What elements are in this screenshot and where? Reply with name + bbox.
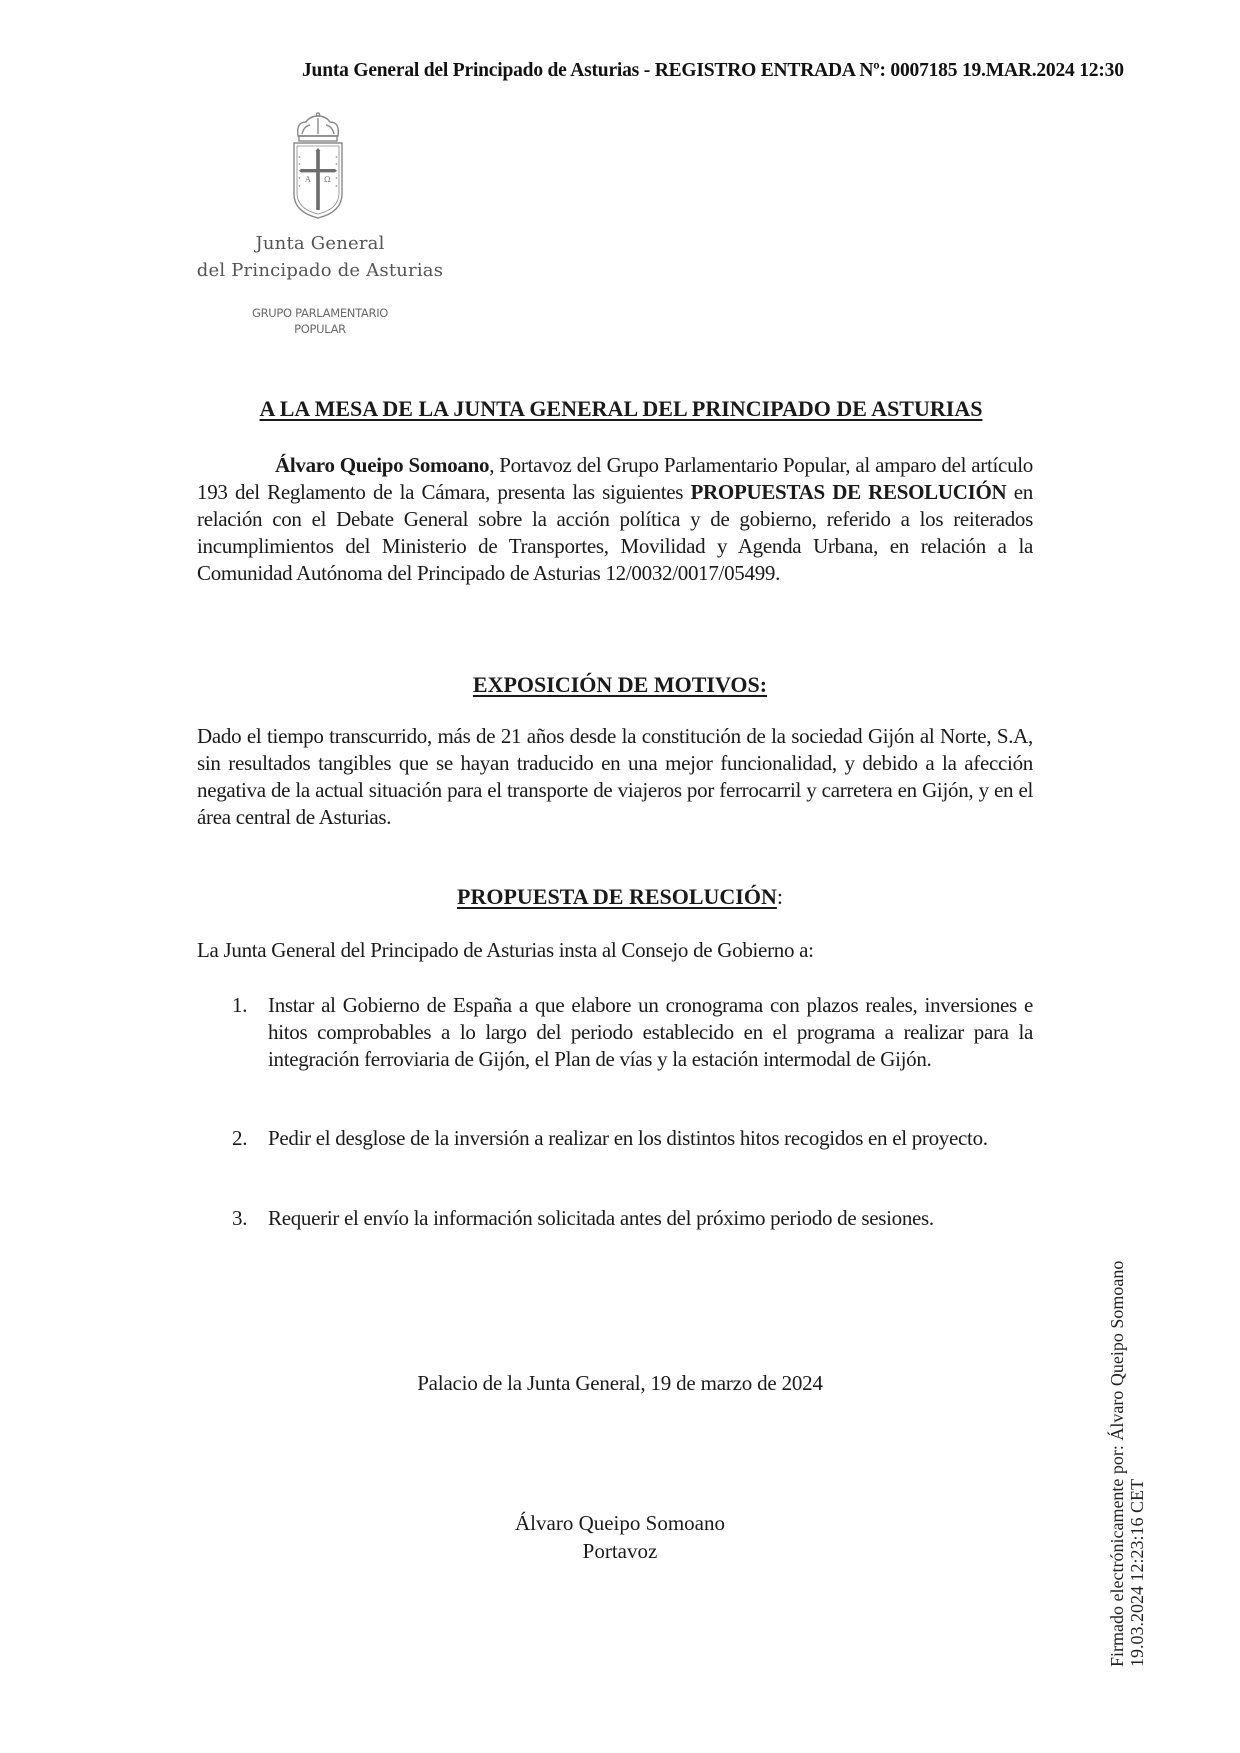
institution-name bbox=[190, 230, 450, 284]
proposals-label: PROPUESTAS DE RESOLUCIÓN bbox=[690, 480, 1007, 504]
e-signature-line1: Firmado electrónicamente por: Álvaro Queipo Somoano bbox=[1107, 1260, 1127, 1667]
electronic-signature-note bbox=[1107, 1261, 1147, 1667]
addressee-heading-text: A LA MESA DE LA JUNTA GENERAL DEL PRINCIPADO DE ASTURIAS bbox=[259, 396, 983, 421]
intro-text-part1: , Portavoz del Grupo Parlamentario Popular, al amparo del artículo 193 del Reglamento de la Cámara, presenta las siguientes bbox=[197, 453, 1033, 504]
propuesta-heading bbox=[0, 884, 1240, 910]
svg-text:Α: Α bbox=[305, 175, 311, 184]
list-item bbox=[232, 1125, 1033, 1152]
motivos-heading-text: EXPOSICIÓN DE MOTIVOS: bbox=[472, 672, 768, 697]
list-item-text: Requerir el envío la información solicitada antes del próximo periodo de sesiones. bbox=[268, 1206, 934, 1230]
intro-text-part2: en relación con el Debate General sobre la acción política y de gobierno, referido a los reiterados incumplimientos del Ministerio de Transportes, Movilidad y Agenda Urbana, en relación a la Comunidad Autónoma del Principado de Asturias 12/0032/0017/05499. bbox=[197, 480, 1034, 585]
resolution-list-item-3 bbox=[232, 1205, 1033, 1232]
institution-name-line2: del Principado de Asturias bbox=[196, 260, 444, 281]
e-signature-line2: 19.03.2024 12:23:16 CET bbox=[1127, 1479, 1147, 1667]
resolution-list-item-1 bbox=[232, 992, 1033, 1073]
list-item-number: 3. bbox=[232, 1206, 248, 1230]
svg-text:Ω: Ω bbox=[324, 175, 331, 184]
list-item-text: Instar al Gobierno de España a que elabore un cronograma con plazos reales, inversiones e hitos comprobables a lo largo del periodo establecido en el programa a realizar para la integración ferroviaria de Gijón, el Plan de vías y la estación intermodal de Gijón. bbox=[268, 993, 1033, 1071]
group-name-line1: GRUPO PARLAMENTARIO bbox=[251, 306, 389, 320]
registry-entry-stamp: Junta General del Principado de Asturias - REGISTRO ENTRADA Nº: 0007185 19.MAR.2024 12:30 bbox=[302, 60, 1124, 81]
list-item-number: 1. bbox=[232, 993, 248, 1017]
propuesta-heading-colon: : bbox=[776, 884, 783, 909]
propuesta-lead-text: La Junta General del Principado de Asturias insta al Consejo de Gobierno a: bbox=[197, 938, 814, 962]
motivos-heading bbox=[0, 672, 1240, 698]
parliamentary-group-name bbox=[190, 305, 450, 337]
list-item bbox=[232, 992, 1033, 1073]
intro-paragraph bbox=[197, 452, 1033, 587]
list-item-text: Pedir el desglose de la inversión a realizar en los distintos hitos recogidos en el proyecto. bbox=[268, 1126, 988, 1150]
list-item bbox=[232, 1205, 1033, 1232]
institution-name-line1: Junta General bbox=[255, 233, 385, 254]
resolution-list-item-2 bbox=[232, 1125, 1033, 1152]
signatory-name: Álvaro Queipo Somoano bbox=[515, 1511, 725, 1535]
signatory-role: Portavoz bbox=[582, 1539, 658, 1563]
list-item-number: 2. bbox=[232, 1126, 248, 1150]
group-name-line2: POPULAR bbox=[294, 322, 346, 336]
propuesta-heading-text: PROPUESTA DE RESOLUCIÓN bbox=[457, 884, 777, 909]
closing-place-date: Palacio de la Junta General, 19 de marzo de 2024 bbox=[417, 1371, 823, 1395]
addressee-heading bbox=[0, 396, 1240, 422]
signature-block bbox=[0, 1509, 1240, 1565]
motivos-paragraph: Dado el tiempo transcurrido, más de 21 años desde la constitución de la sociedad Gijón al Norte, S.A, sin resultados tangibles que se hayan traducido en una mejor funcionalidad, y debido a la afección negativa de la actual situación para el transporte de viajeros por ferrocarril y carretera en Gijón, y en el área central de Asturias. bbox=[197, 724, 1033, 829]
asturias-coat-of-arms-icon bbox=[288, 112, 348, 222]
author-name: Álvaro Queipo Somoano bbox=[275, 453, 490, 477]
